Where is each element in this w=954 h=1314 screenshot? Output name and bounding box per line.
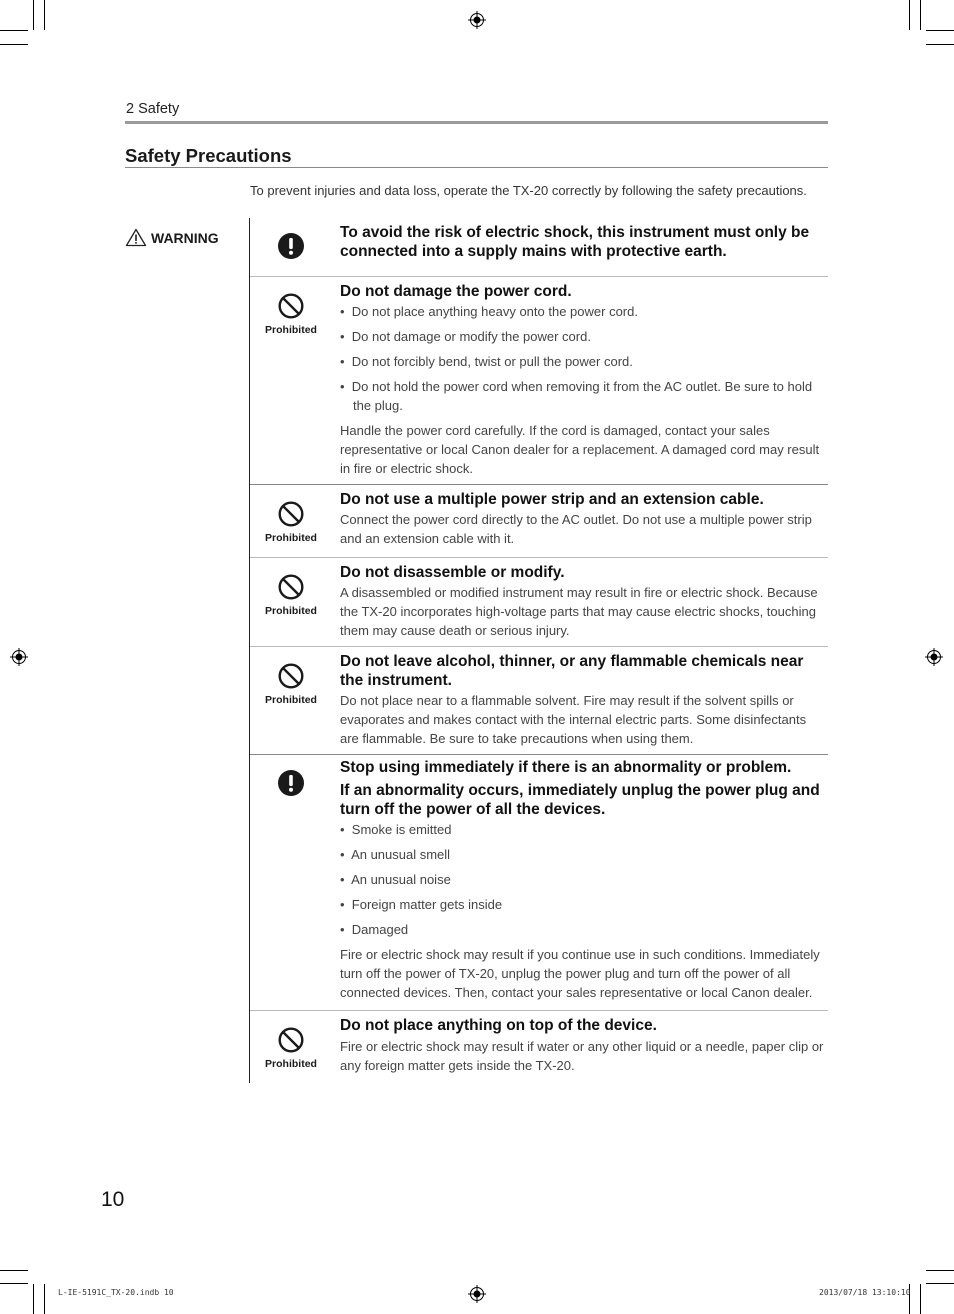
crop-mark xyxy=(0,30,28,31)
bullet-item: • Do not place anything heavy onto the power cord. xyxy=(340,304,638,319)
page-number: 10 xyxy=(101,1188,125,1211)
safety-row-power-cord xyxy=(250,277,828,485)
prohibited-label: Prohibited xyxy=(265,605,317,617)
row-title: Do not place anything on top of the device. xyxy=(340,1017,657,1034)
warning-triangle-icon xyxy=(125,228,147,247)
prohibited-label: Prohibited xyxy=(265,1058,317,1070)
row-title: Do not disassemble or modify. xyxy=(340,564,565,581)
bullet-item: • An unusual noise xyxy=(340,872,451,887)
crop-mark xyxy=(0,44,28,45)
row-body: Do not place near to a flammable solvent. Fire may result if the solvent spills or evaporates and makes contact with the internal electric parts. Some disinfectants are flammable. Be sure to take precautions when using them. xyxy=(340,693,807,746)
row-body: A disassembled or modified instrument may result in fire or electric shock. Because the TX-20 incorporates high-voltage parts that may cause electric shocks, touching them may cause death or serious injury. xyxy=(340,585,818,638)
row-body: Fire or electric shock may result if water or any other liquid or a needle, paper clip or any foreign matter gets inside the TX-20. xyxy=(340,1039,824,1073)
crop-mark xyxy=(926,30,954,31)
prohibited-icon xyxy=(278,1027,304,1053)
mandatory-action-icon xyxy=(277,232,305,260)
crop-mark xyxy=(44,0,45,30)
bullet-item: • An unusual smell xyxy=(340,847,451,862)
prohibited-icon xyxy=(278,501,304,527)
crop-mark xyxy=(926,44,954,45)
section-label: 2 Safety xyxy=(126,101,180,117)
row-body: Connect the power cord directly to the AC outlet. Do not use a multiple power strip and an extension cable with it. xyxy=(340,512,812,546)
crop-mark xyxy=(33,0,34,30)
crop-mark xyxy=(0,1283,28,1284)
registration-mark-icon xyxy=(468,1285,486,1303)
intro-text: To prevent injuries and data loss, operate the TX-20 correctly by following the safety precautions. xyxy=(250,183,807,198)
prohibited-icon xyxy=(278,293,304,319)
safety-row-top-placement xyxy=(250,1011,828,1083)
registration-mark-icon xyxy=(468,11,486,29)
bullet-item: • Do not forcibly bend, twist or pull the power cord. xyxy=(340,354,633,369)
page-title: Safety Precautions xyxy=(125,145,292,166)
registration-mark-icon xyxy=(10,648,28,666)
crop-mark xyxy=(926,1283,954,1284)
crop-mark xyxy=(920,0,921,30)
prohibited-label: Prohibited xyxy=(265,694,317,706)
row-title: Do not leave alcohol, thinner, or any flammable chemicals near the instrument. xyxy=(340,653,804,689)
prohibited-label: Prohibited xyxy=(265,324,317,336)
slug-filename: L-IE-5191C_TX-20.indb 10 xyxy=(58,1288,174,1297)
header-rule xyxy=(125,121,828,124)
row-title: Do not use a multiple power strip and an extension cable. xyxy=(340,491,764,508)
crop-mark xyxy=(44,1284,45,1314)
row-body: Handle the power cord carefully. If the cord is damaged, contact your sales representative or local Canon dealer for a replacement. A damaged cord may result in fire or electric shock. xyxy=(340,423,820,476)
row-title: To avoid the risk of electric shock, this instrument must only be connected into a supply mains with protective earth. xyxy=(340,224,810,260)
title-rule xyxy=(125,167,828,168)
registration-mark-icon xyxy=(925,648,943,666)
bullet-item: • Do not hold the power cord when removing it from the AC outlet. Be sure to hold the plug. xyxy=(340,379,813,413)
warning-label xyxy=(125,228,219,247)
crop-mark xyxy=(920,1284,921,1314)
safety-row-earth xyxy=(250,218,828,277)
bullet-item: • Do not damage or modify the power cord. xyxy=(340,329,591,344)
mandatory-action-icon xyxy=(277,769,305,797)
crop-mark xyxy=(926,1270,954,1271)
crop-mark xyxy=(909,0,910,30)
crop-mark xyxy=(33,1284,34,1314)
prohibited-icon xyxy=(278,574,304,600)
row-title: Do not damage the power cord. xyxy=(340,283,572,300)
row-subtitle: If an abnormality occurs, immediately unplug the power plug and turn off the power of all the devices. xyxy=(340,782,820,818)
warning-label-text: WARNING xyxy=(151,229,219,246)
bullet-item: • Foreign matter gets inside xyxy=(340,897,503,912)
row-title: Stop using immediately if there is an abnormality or problem. xyxy=(340,759,792,776)
slug-datetime: 2013/07/18 13:10:10 xyxy=(819,1288,911,1297)
safety-row-disassemble xyxy=(250,558,828,646)
safety-row-flammable xyxy=(250,647,828,754)
prohibited-label: Prohibited xyxy=(265,532,317,544)
safety-row-power-strip xyxy=(250,485,828,557)
bullet-item: • Damaged xyxy=(340,922,409,937)
row-body: Fire or electric shock may result if you continue use in such conditions. Immediately turn off the power of TX-20, unplug the power plug and turn off the power of all connected devices. Then, contact your sales representative or local Canon dealer. xyxy=(340,947,820,1000)
crop-mark xyxy=(0,1270,28,1271)
safety-row-abnormality xyxy=(250,755,828,1010)
prohibited-icon xyxy=(278,663,304,689)
bullet-item: • Smoke is emitted xyxy=(340,822,452,837)
